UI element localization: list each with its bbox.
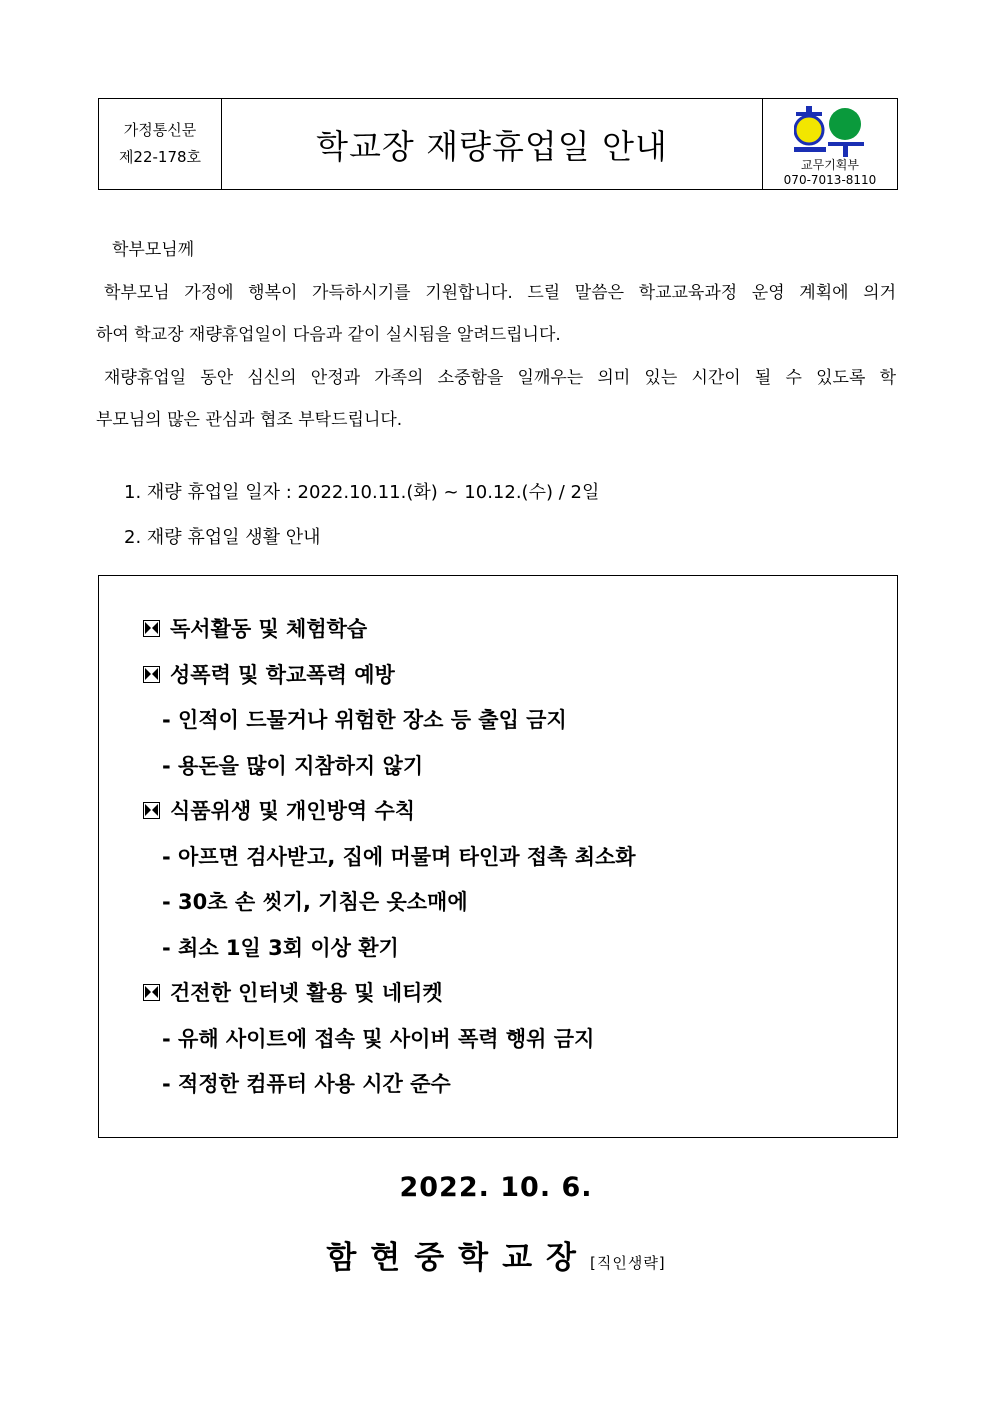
guide-bullet-violence-prevention: 성폭력 및 학교폭력 예방 — [143, 659, 395, 689]
bullet-icon — [143, 620, 160, 637]
guide-sub-item: - 30초 손 씻기, 기침은 옷소매에 — [162, 890, 468, 914]
guide-sub-item: - 적정한 컴퓨터 사용 시간 준수 — [162, 1072, 451, 1096]
paragraph-2-line-1: 재량휴업일 동안 심신의 안정과 가족의 소중함을 일깨우는 의미 있는 시간이 될 수 있도록 학 — [104, 368, 896, 388]
seal-omitted-note: [직인생략] — [590, 1254, 666, 1272]
item-life-guide: 2. 재량 휴업일 생활 안내 — [124, 527, 321, 548]
paragraph-1-line-2: 하여 학교장 재량휴업일이 다음과 같이 실시됨을 알려드립니다. — [96, 325, 561, 345]
school-principal: 함현중학교장 — [326, 1240, 590, 1276]
bullet-icon — [143, 802, 160, 819]
header-logo-area — [762, 99, 897, 189]
guide-box — [98, 575, 898, 1138]
bullet-icon — [143, 666, 160, 683]
guide-bullet-hygiene: 식품위생 및 개인방역 수칙 — [143, 795, 415, 825]
guide-sub-item: - 용돈을 많이 지참하지 않기 — [162, 754, 424, 778]
paragraph-2-line-2: 부모님의 많은 관심과 협조 부탁드립니다. — [96, 410, 403, 430]
bullet-icon — [143, 984, 160, 1001]
department-name: 교무기획부 — [801, 158, 859, 172]
header-meta — [99, 99, 222, 189]
department-phone: 070-7013-8110 — [783, 173, 877, 187]
guide-bullet-reading: 독서활동 및 체험학습 — [143, 613, 367, 643]
guide-sub-item: - 인적이 드물거나 위험한 장소 등 출입 금지 — [162, 708, 567, 732]
issue-number: 제22-178호 — [118, 148, 202, 166]
signature-line — [0, 1232, 992, 1277]
guide-sub-item: - 아프면 검사받고, 집에 머물며 타인과 접촉 최소화 — [162, 845, 636, 869]
paragraph-1-line-1: 학부모님 가정에 행복이 가득하시기를 기원합니다. 드릴 말씀은 학교교육과정 운영 계획에 의거 — [104, 283, 896, 303]
guide-bullet-internet: 건전한 인터넷 활용 및 네티켓 — [143, 977, 443, 1007]
document-type: 가정통신문 — [123, 121, 197, 139]
issue-date: 2022. 10. 6. — [399, 1172, 593, 1203]
salutation: 학부모님께 — [112, 240, 195, 260]
item-closure-dates: 1. 재량 휴업일 일자 : 2022.10.11.(화) ~ 10.12.(수) / 2일 — [124, 482, 600, 503]
school-logo-icon — [794, 104, 866, 159]
guide-sub-item: - 최소 1일 3회 이상 환기 — [162, 936, 399, 960]
document-header — [98, 98, 898, 190]
document-title: 학교장 재량휴업일 안내 — [316, 126, 668, 166]
guide-sub-item: - 유해 사이트에 접속 및 사이버 폭력 행위 금지 — [162, 1027, 595, 1051]
